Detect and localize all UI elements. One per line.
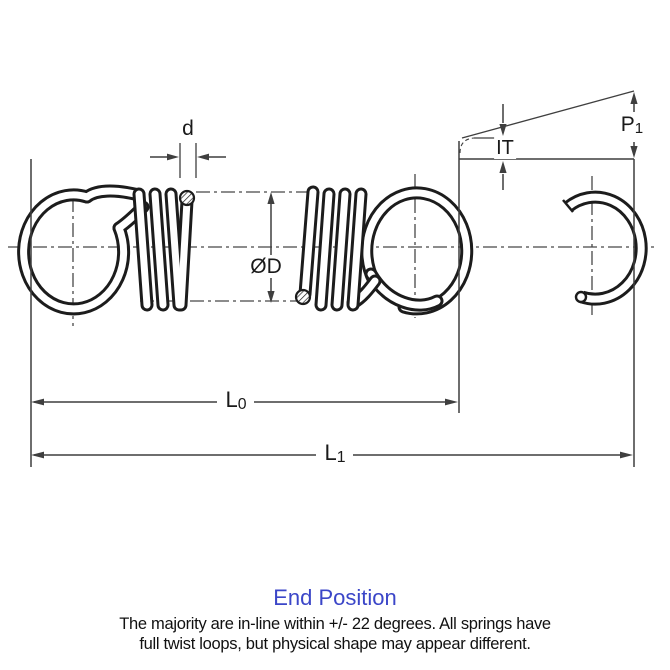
d-arrow-left [167,154,179,161]
end-position-title: End Position [273,585,397,610]
od-arrow-top [267,192,274,204]
wire-cross-section-right [296,290,310,304]
coil-section-right [305,192,361,305]
p1-sub: 1 [634,119,644,137]
d-extension-ticks [180,143,196,178]
it-arrow-up [499,161,506,173]
d-arrow-right [197,154,209,161]
disclaimer-line-2: full twist loops, but physical shape may appear different. [139,635,531,653]
l1-main: L [324,440,337,465]
chamfer-dashed-corner [460,138,474,153]
p1-arrow-bottom [630,146,637,158]
l1-arrow-left [31,452,44,459]
end-position-hook [563,197,641,302]
p1-arrow-top [630,92,637,104]
coil-section-left [139,194,187,305]
l0-sub: 0 [237,395,247,413]
left-hook [24,191,143,309]
l1-sub: 1 [336,448,346,466]
l0-arrow-right [445,399,458,406]
l1-arrow-right [620,452,633,459]
dim-label-free-length [223,388,248,412]
it-arrow-down [499,124,506,136]
hook-wire-end [576,292,586,302]
right-hook [353,193,467,309]
p1-slant-line [462,91,634,138]
wire-cross-section-left [180,191,194,205]
dim-label-initial-tension: IT [496,137,514,159]
dim-label-p1 [619,113,645,136]
dim-label-extended-length [322,441,347,465]
l0-main: L [225,387,238,412]
dim-label-outer-diameter: ØD [250,255,282,278]
disclaimer-line-1: The majority are in-line within +/- 22 degrees. All springs have [119,615,551,633]
dim-label-wire-diameter: d [182,117,194,140]
l0-arrow-left [31,399,44,406]
disclaimer-note [0,614,670,654]
p1-main: P [620,113,635,136]
